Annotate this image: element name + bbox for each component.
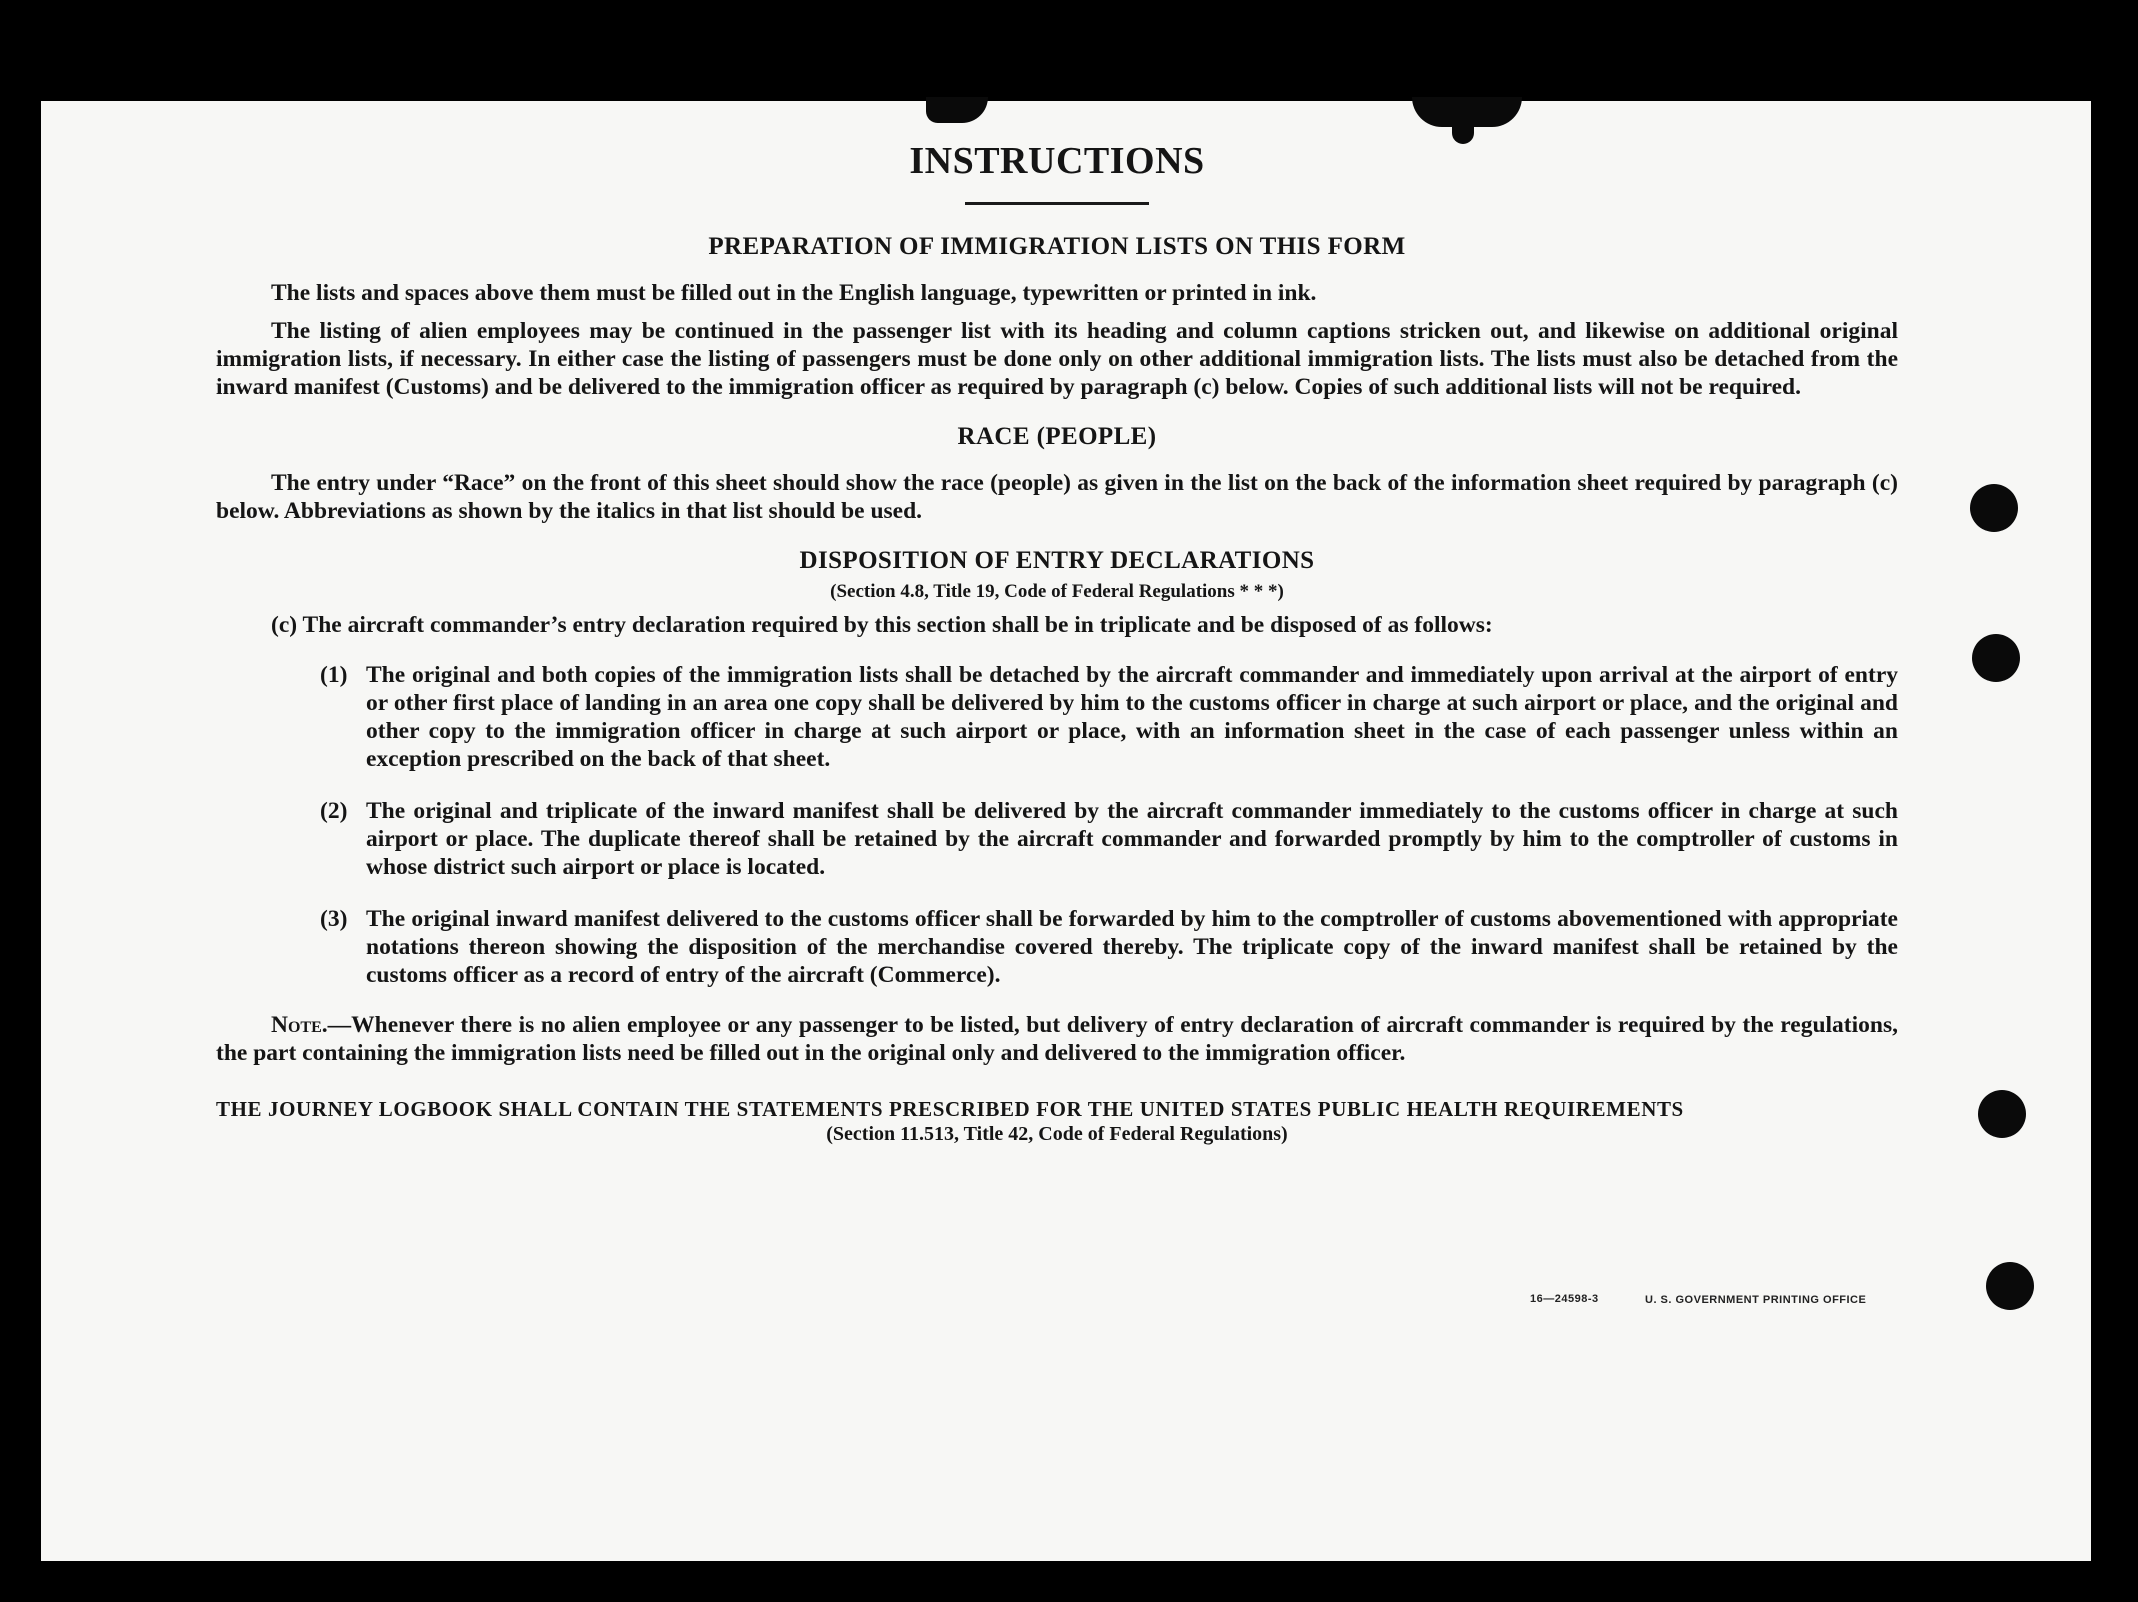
punch-hole [1972,634,2020,682]
punch-hole [1970,484,2018,532]
instructions-document [216,136,1898,1146]
list-item-number: (3) [320,906,348,932]
section-heading-preparation: PREPARATION OF IMMIGRATION LISTS ON THIS FORM [708,233,1406,260]
list-item-text: The original and triplicate of the inward manifest shall be delivered by the aircraft commander immediately to the customs officer in charge at such airport or place. The duplicate thereof shall be retained by the aircraft commander and forwarded promptly by him to the comptroller of customs in whose district such airport or place is located. [366,798,1898,880]
paragraph-alien-employees: The listing of alien employees may be continued in the passenger list with its heading and column captions stricken out, and likewise on additional original immigration lists, if necessary. In either case the listing of passengers must be done only on other additional immigration lists. The lists must also be detached from the inward manifest (Customs) and be delivered to the immigration officer as required by paragraph (c) below. Copies of such additional lists will not be required. [216,318,1898,400]
paragraph-race: The entry under “Race” on the front of this sheet should show the race (people) as given in the list on the back of the information sheet required by paragraph (c) below. Abbreviations as shown by the italics in that list should be used. [216,470,1898,524]
note-text: —Whenever there is no alien employee or any passenger to be listed, but delivery of entry declaration of aircraft commander is required by the regulations, the part containing the immigration lists need be filled out in the original only and delivered to the immigration officer. [216,1012,1898,1066]
list-item-number: (1) [320,662,348,688]
paragraph-note [216,1011,1898,1067]
list-item-text: The original and both copies of the immigration lists shall be detached by the aircraft commander and immediately upon arrival at the airport of entry or other first place of landing in an area one copy shall be delivered by him to the customs officer in charge at such airport or place, and the original and other copy to the immigration officer in charge at such airport or place, with an information sheet in the case of each passenger unless within an exception prescribed on the back of that sheet. [366,662,1898,772]
section-heading-race: RACE (PEOPLE) [957,423,1157,450]
list-item [320,661,1898,773]
page-title: INSTRUCTIONS [909,140,1205,182]
punch-hole [1986,1262,2034,1310]
public-health-requirements: THE JOURNEY LOGBOOK SHALL CONTAIN THE STATEMENTS PRESCRIBED FOR THE UNITED STATES PUBLIC HEALTH REQUIREMENTS [216,1097,1684,1121]
list-item [320,905,1898,989]
punch-hole [1978,1090,2026,1138]
section-subheading-regulations: (Section 4.8, Title 19, Code of Federal Regulations * * *) [830,581,1284,602]
public-health-regulation-reference: (Section 11.513, Title 42, Code of Federal Regulations) [826,1123,1288,1145]
footer-form-code: 16—24598-3 [1530,1293,1599,1305]
note-label: Note. [271,1012,328,1038]
section-heading-disposition: DISPOSITION OF ENTRY DECLARATIONS [799,547,1315,574]
paragraph-english-language: The lists and spaces above them must be filled out in the English language, typewritten or printed in ink. [271,280,1317,306]
list-item-text: The original inward manifest delivered to the customs officer shall be forwarded by him to the comptroller of customs abovementioned with appropriate notations thereon showing the disposition of the merchandise covered thereby. The triplicate copy of the inward manifest shall be retained by the customs officer as a record of entry of the aircraft (Commerce). [366,906,1898,988]
list-item [320,797,1898,881]
paragraph-c-intro: (c) The aircraft commander’s entry declaration required by this section shall be in triplicate and be disposed of as follows: [271,612,1493,638]
title-rule [965,202,1149,205]
list-item-number: (2) [320,798,348,824]
footer-printer: U. S. GOVERNMENT PRINTING OFFICE [1645,1294,1867,1306]
